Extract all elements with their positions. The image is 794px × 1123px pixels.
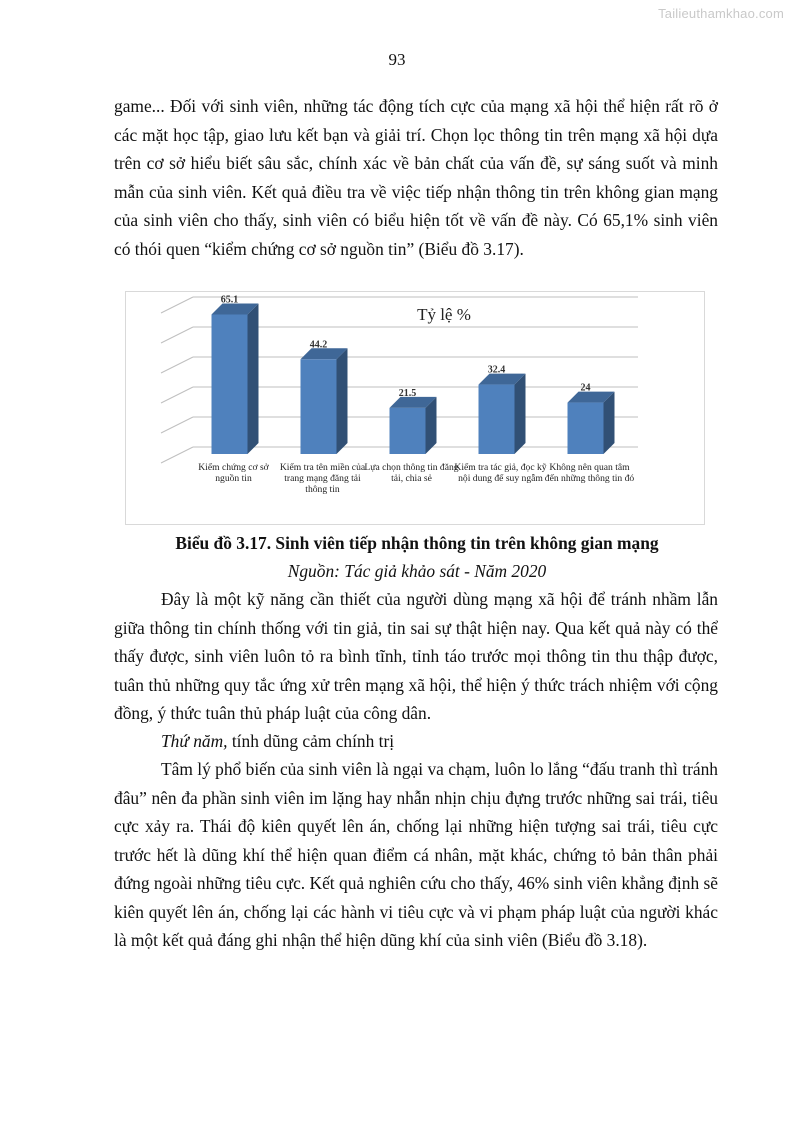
category-label: Không nên quan tâm đến những thông tin đó	[544, 462, 635, 484]
chart-title: Tỷ lệ %	[417, 305, 471, 324]
bar-side	[248, 304, 259, 455]
gridline-depth	[161, 327, 193, 343]
data-label: 32.4	[487, 364, 506, 376]
gridline-depth	[161, 387, 193, 403]
figure-caption: Biểu đồ 3.17. Sinh viên tiếp nhận thông tin trên không gian mạng	[175, 533, 659, 553]
bar	[568, 403, 604, 454]
bar-side	[515, 374, 526, 454]
category-label: Kiểm chứng cơ sở nguồn tin	[198, 462, 269, 484]
body-paragraph-1: game... Đối với sinh viên, những tác động tích cực của mạng xã hội thể hiện rất rõ ở các mặt học tập, giao lưu kết bạn và giải trí. Chọn lọc thông tin trên mạng xã hội dựa trên cơ sở hiểu biết sâu sắc, chính xác về bản chất của vấn đề, sự sáng suốt và minh mẫn của sinh viên. Kết quả điều tra về việc tiếp nhận thông tin trên không gian mạng của sinh viên cho thấy, sinh viên có biểu hiện tốt về vấn đề này. Có 65,1% sinh viên có thói quen “kiểm chứng cơ sở nguồn tin” (Biểu đồ 3.17).	[114, 96, 718, 259]
bar-side	[604, 392, 615, 454]
bar-side	[337, 348, 348, 454]
category-label: Lựa chọn thông tin đăng tải, chia sẻ	[364, 462, 459, 484]
bar-chart	[125, 291, 705, 525]
section-heading	[114, 727, 718, 756]
gridline-depth	[161, 417, 193, 433]
body-paragraph-2: Đây là một kỹ năng cần thiết của người dùng mạng xã hội để tránh nhầm lẫn giữa thông tin chính thống với tin giả, tin sai sự thật hiện nay. Qua kết quả này có thể thấy được, sinh viên luôn tỏ ra bình tĩnh, tỉnh táo trước mọi thông tin thu thập được, tuân thủ những quy tắc ứng xử trên mạng xã hội, thể hiện ý thức trách nhiệm với cộng đồng, ý thức tuân thủ pháp luật của công dân.	[114, 589, 718, 723]
gridline-depth	[161, 357, 193, 373]
section-heading-italic: Thứ năm,	[161, 731, 228, 751]
category-label: Kiểm tra tên miền của trang mạng đăng tải thông tin	[279, 462, 366, 495]
gridline-depth	[161, 297, 193, 313]
category-label: Kiểm tra tác giả, đọc kỹ nội dung để suy ngẫm	[454, 462, 547, 484]
watermark: Tailieuthamkhao.com	[658, 6, 784, 21]
bar	[212, 315, 248, 455]
bar	[390, 408, 426, 454]
page-number: 93	[388, 50, 406, 69]
section-heading-text: tính dũng cảm chính trị	[227, 731, 395, 751]
data-label: 65.1	[220, 294, 239, 306]
body-paragraph-3: Tâm lý phổ biến của sinh viên là ngại va chạm, luôn lo lắng “đấu tranh thì tránh đâu” nên đa phần sinh viên im lặng hay nhẫn nhịn chịu đựng trước những sai trái, tiêu cực xảy ra. Thái độ kiên quyết lên án, chống lại những hiện tượng sai trái, tiêu cực trước hết là dũng khí thể hiện quan điểm cá nhân, mặt khác, chứng tỏ bản thân phải đứng ngoài những tiêu cực. Kết quả nghiên cứu cho thấy, 46% sinh viên khẳng định sẽ kiên quyết lên án, chống lại các hành vi tiêu cực và vi phạm pháp luật của người khác là một kết quả đáng ghi nhận thể hiện dũng khí của sinh viên (Biểu đồ 3.18).	[114, 759, 718, 950]
gridline-depth	[161, 447, 193, 463]
data-label: 24	[580, 382, 591, 394]
chart-canvas	[126, 292, 704, 524]
figure-source: Nguồn: Tác giả khảo sát - Năm 2020	[287, 561, 547, 581]
data-label: 21.5	[398, 387, 417, 399]
bar	[479, 385, 515, 454]
data-label: 44.2	[309, 339, 328, 351]
bar	[301, 359, 337, 454]
